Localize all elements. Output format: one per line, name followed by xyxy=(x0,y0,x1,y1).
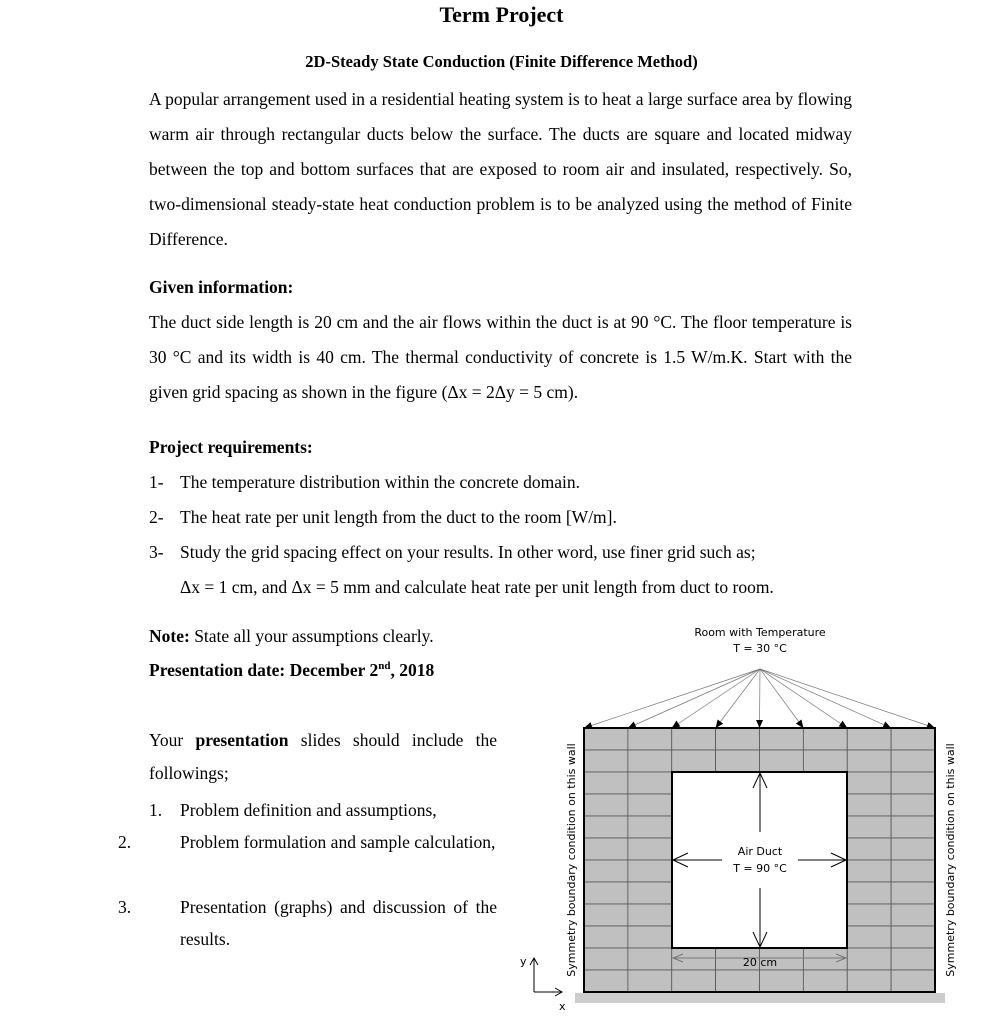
grid-cell xyxy=(891,772,935,794)
grid-cell xyxy=(628,904,672,926)
note-text: State all your assumptions clearly. xyxy=(189,626,434,646)
item-number: 2- xyxy=(149,507,164,527)
grid-cell xyxy=(847,816,891,838)
heat-ray xyxy=(760,669,891,728)
grid-cell xyxy=(847,750,891,772)
item-text: The temperature distribution within the concrete domain. xyxy=(180,472,580,492)
grid-cell xyxy=(847,948,891,970)
grid-cell xyxy=(672,970,716,992)
item-number: 2. xyxy=(118,832,132,852)
duct-dimension: 20 cm xyxy=(742,956,778,969)
grid-cell xyxy=(628,882,672,904)
heat-ray xyxy=(716,669,760,728)
grid-cell xyxy=(672,948,716,970)
grid-cell xyxy=(847,728,891,750)
grid-cell xyxy=(628,838,672,860)
grid-cell xyxy=(628,948,672,970)
duct-label: Air Duct xyxy=(737,845,783,858)
heat-ray xyxy=(760,669,761,728)
grid-cell xyxy=(891,838,935,860)
grid-cell xyxy=(584,904,628,926)
grid-cell xyxy=(584,970,628,992)
insulated-floor xyxy=(575,993,945,1003)
heat-ray xyxy=(760,669,847,728)
grid-cell xyxy=(628,728,672,750)
item-text: Presentation (graphs) and discussion of the results. xyxy=(180,897,497,949)
heat-ray xyxy=(672,669,760,728)
grid-cell xyxy=(672,728,716,750)
grid-cell xyxy=(584,948,628,970)
grid-cell xyxy=(628,860,672,882)
grid-cell xyxy=(847,926,891,948)
grid-cell xyxy=(891,750,935,772)
arrowhead-icon xyxy=(839,721,848,728)
arrowhead-icon xyxy=(796,719,804,728)
grid-cell xyxy=(628,772,672,794)
item-text: Problem formulation and sample calculation, xyxy=(180,832,496,852)
grid-cell xyxy=(847,772,891,794)
date-sup: nd xyxy=(378,660,391,673)
grid-cell xyxy=(584,772,628,794)
grid-cell xyxy=(847,904,891,926)
grid-cell xyxy=(847,794,891,816)
given-heading: Given information: xyxy=(149,277,294,297)
date-year: , 2018 xyxy=(390,660,435,680)
grid-cell xyxy=(760,728,804,750)
grid-cell xyxy=(847,882,891,904)
left-wall-label: Symmetry boundary condition on this wall xyxy=(565,743,578,977)
intro-paragraph: A popular arrangement used in a residential heating system is to heat a large surface area by flowing warm air through rectangular ducts below the surface. The ducts are square and located midway between the top and bottom surfaces that are exposed to room air and insulated, respectively. So, two-dimensional steady-state heat conduction problem is to be analyzed using the method of Finite Difference. xyxy=(149,89,852,249)
date-label: Presentation date: December 2 xyxy=(149,660,379,680)
grid-cell xyxy=(847,970,891,992)
grid-cell xyxy=(891,794,935,816)
heat-ray xyxy=(760,669,935,728)
grid-cell xyxy=(891,882,935,904)
grid-cell xyxy=(584,816,628,838)
arrowhead-icon xyxy=(756,720,763,728)
grid-cell xyxy=(628,794,672,816)
grid-cell xyxy=(716,970,760,992)
arrowhead-icon xyxy=(672,721,681,728)
grid-cell xyxy=(584,838,628,860)
grid-cell xyxy=(672,750,716,772)
grid-cell xyxy=(803,728,847,750)
grid-cell xyxy=(803,970,847,992)
grid-cell xyxy=(584,728,628,750)
page-title: Term Project xyxy=(439,2,564,27)
x-axis-label: x xyxy=(559,1000,566,1013)
grid-cell xyxy=(716,750,760,772)
grid-cell xyxy=(891,728,935,750)
grid-cell xyxy=(584,926,628,948)
y-axis-label: y xyxy=(520,955,527,968)
grid-cell xyxy=(891,816,935,838)
grid-cell xyxy=(891,948,935,970)
grid-cell xyxy=(891,904,935,926)
subtitle: 2D-Steady State Conduction (Finite Difference Method) xyxy=(305,52,698,71)
grid-cell xyxy=(847,838,891,860)
requirement-item-continued: Δx = 1 cm, and Δx = 5 mm and calculate heat rate per unit length from duct to room. xyxy=(180,577,774,597)
grid-cell xyxy=(803,750,847,772)
heat-ray xyxy=(584,669,760,728)
grid-cell xyxy=(584,860,628,882)
room-heat-rays xyxy=(584,669,935,729)
right-wall-label: Symmetry boundary condition on this wall xyxy=(944,743,957,977)
grid-cell xyxy=(847,860,891,882)
item-number: 3- xyxy=(149,542,164,562)
heat-ray xyxy=(628,669,760,728)
requirements-heading: Project requirements: xyxy=(149,437,313,457)
duct-temperature: T = 90 °C xyxy=(733,862,787,875)
item-number: 1. xyxy=(149,800,163,820)
grid-cell xyxy=(803,948,847,970)
grid-cell xyxy=(628,926,672,948)
grid-cell xyxy=(628,816,672,838)
item-text: Study the grid spacing effect on your results. In other word, use finer grid such as; xyxy=(180,542,756,562)
item-text: Problem definition and assumptions, xyxy=(180,800,437,820)
grid-cell xyxy=(628,750,672,772)
grid-cell xyxy=(891,860,935,882)
grid-cell xyxy=(891,926,935,948)
note-label: Note: xyxy=(149,626,190,646)
grid-cell xyxy=(584,794,628,816)
grid-cell xyxy=(584,750,628,772)
text: Your xyxy=(149,730,196,750)
room-label: Room with Temperature xyxy=(694,626,826,639)
grid-cell xyxy=(760,750,804,772)
heat-ray xyxy=(760,669,803,728)
item-text: The heat rate per unit length from the duct to the room [W/m]. xyxy=(180,507,617,527)
room-temperature: T = 30 °C xyxy=(733,642,787,655)
text-bold: presentation xyxy=(195,730,289,750)
given-paragraph: The duct side length is 20 cm and the air flows within the duct is at 90 °C. The floor temperature is 30 °C and its width is 40 cm. The thermal conductivity of concrete is 1.5 W/m.K. Start with the given grid spacing as shown in the figure (Δx = 2Δy = 5 cm). xyxy=(149,312,852,402)
grid-cell xyxy=(891,970,935,992)
grid-cell xyxy=(584,882,628,904)
item-number: 1- xyxy=(149,472,164,492)
grid-cell xyxy=(716,728,760,750)
grid-cell xyxy=(628,970,672,992)
item-number: 3. xyxy=(118,897,132,917)
text: slides should include the followings; xyxy=(149,730,497,783)
arrowhead-icon xyxy=(716,720,724,728)
grid-cell xyxy=(760,970,804,992)
